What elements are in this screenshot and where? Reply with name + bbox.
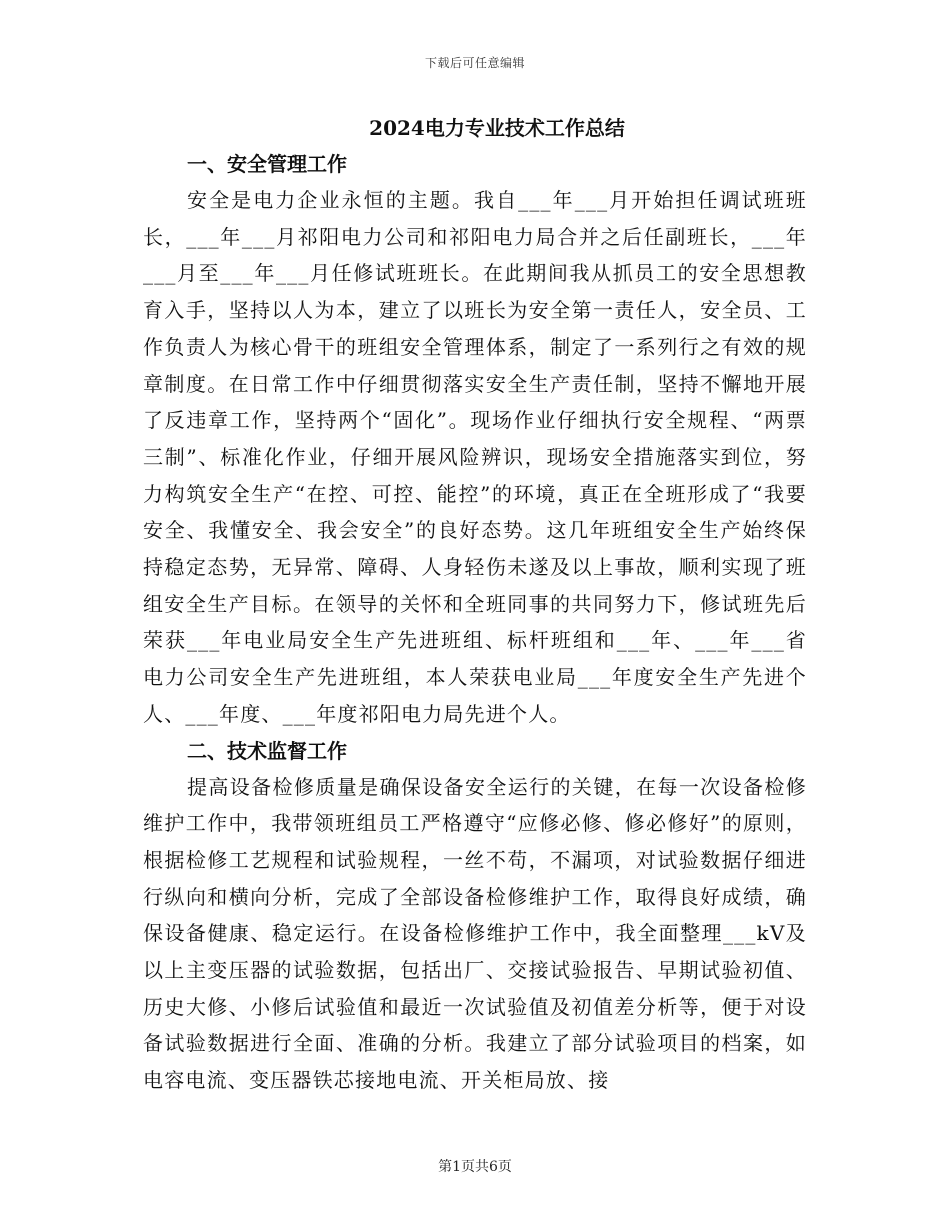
section-heading-tech-supervision: 二、技术监督工作	[187, 738, 347, 763]
section-paragraph-safety: 安全是电力企业永恒的主题。我自___年___月开始担任调试班班长，___年___月祁阳电力公司和祁阳电力局合并之后任副班长，___年___月至___年___月任修试班班长。在此期间我从抓员工的安全思想教育入手，坚持以人为本，建立了以班长为安全第一责任人，安全员、工作负责人为核心骨干的班组安全管理体系，制定了一系列行之有效的规章制度。在日常工作中仔细贯彻落实安全生产责任制，坚持不懈地开展了反违章工作，坚持两个“固化”。现场作业仔细执行安全规程、“两票三制”、标准化作业，仔细开展风险辨识，现场安全措施落实到位，努力构筑安全生产“在控、可控、能控”的环境，真正在全班形成了“我要安全、我懂安全、我会安全”的良好态势。这几年班组安全生产始终保持稳定态势，无异常、障碍、人身轻伤未遂及以上事故，顺利实现了班组安全生产目标。在领导的关怀和全班同事的共同努力下，修试班先后荣获___年电业局安全生产先进班组、标杆班组和___年、___年___省电力公司安全生产先进班组，本人荣获电业局___年度安全生产先进个人、___年度、___年度祁阳电力局先进个人。	[143, 188, 807, 726]
header-note: 下载后可任意编辑	[424, 56, 525, 70]
page-number: 第1页共6页	[438, 1159, 512, 1175]
document-body	[143, 110, 807, 1099]
section-heading-safety: 一、安全管理工作	[187, 152, 347, 176]
document-title: 2024电力专业技术工作总结	[369, 116, 625, 140]
section-paragraph-tech-supervision: 提高设备检修质量是确保设备安全运行的关键，在每一次设备检修维护工作中，我带领班组员工严格遵守“应修必修、修必修好”的原则，根据检修工艺规程和试验规程，一丝不苟，不漏项，对试验数据仔细进行纵向和横向分析，完成了全部设备检修维护工作，取得良好成绩，确保设备健康、稳定运行。在设备检修维护工作中，我全面整理___kV及以上主变压器的试验数据，包括出厂、交接试验报告、早期试验初值、历史大修、小修后试验值和最近一次试验值及初值差分析等，便于对设备试验数据进行全面、准确的分析。我建立了部分试验项目的档案，如电容电流、变压器铁芯接地电流、开关柜局放、接	[143, 774, 807, 1093]
